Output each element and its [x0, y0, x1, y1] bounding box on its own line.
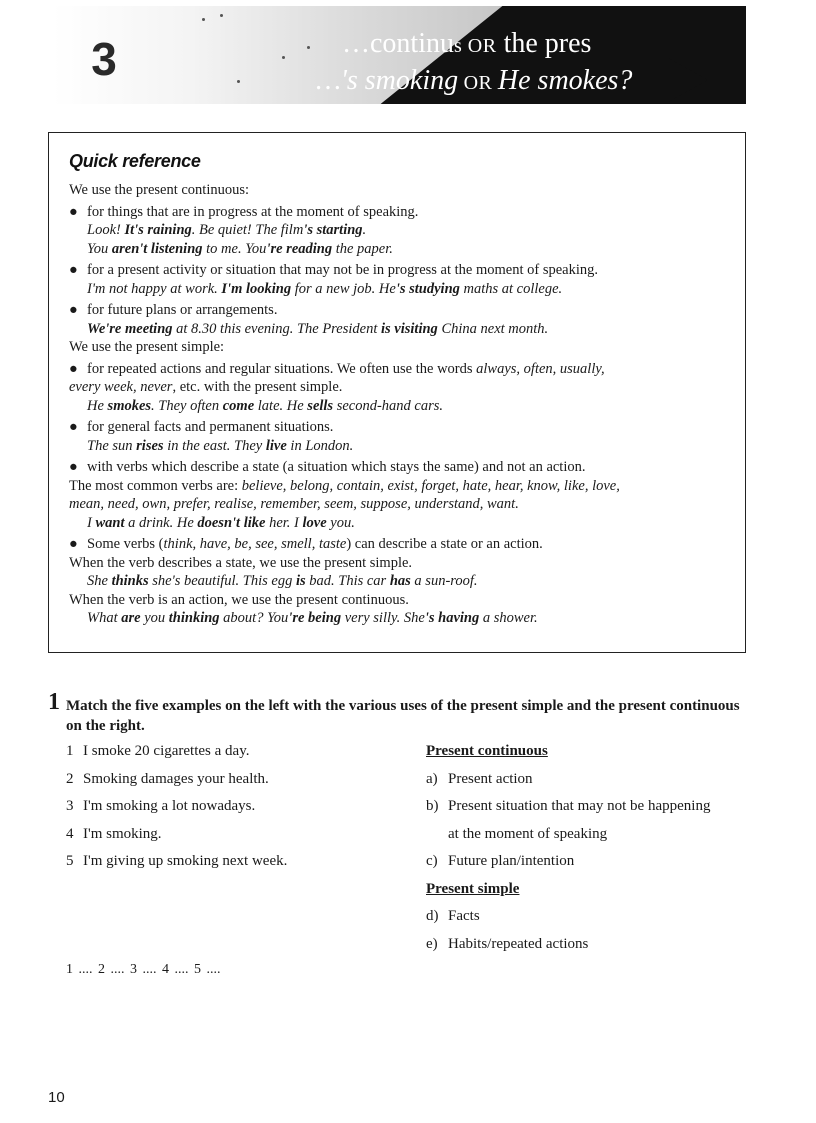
example-line: I want a drink. He doesn't like her. I love you. [87, 514, 355, 531]
exercise-instruction: Match the five examples on the left with the various uses of the present simple and the present continuous on the right. [66, 698, 740, 734]
bullet-simple-3: ● with verbs which describe a state (a situation which stays the same) and not an action. [69, 459, 586, 475]
action-rule: When the verb is an action, we use the present continuous. [69, 591, 409, 608]
print-speckle [220, 14, 223, 17]
example-line: He smokes. They often come late. He sells second-hand cars. [87, 397, 444, 414]
list-item: 4 I'm smoking. [66, 825, 162, 842]
print-speckle [307, 46, 310, 49]
example-line: I'm not happy at work. I'm looking for a new job. He's studying maths at college. [87, 280, 563, 297]
uses-list [426, 743, 756, 963]
print-speckle [282, 56, 285, 59]
state-rule: When the verb describes a state, we use the present simple. [69, 554, 413, 571]
unit-title-line1: …continus OR the pres [342, 28, 592, 59]
bullet-continuous-3: ● for future plans or arrangements. [69, 302, 278, 318]
present-simple-header: Present simple [426, 880, 520, 897]
list-item: c) Future plan/intention [426, 853, 575, 869]
common-verbs-line: The most common verbs are: believe, belong, contain, exist, forget, hate, hear, know, like, love, [69, 477, 620, 494]
bullet-simple-4: ● Some verbs (think, have, be, see, smell, taste) can describe a state or an action. [69, 536, 543, 552]
common-verbs-line-cont: mean, need, own, prefer, realise, remember, seem, suppose, understand, want. [69, 496, 519, 512]
list-item: 2 Smoking damages your health. [66, 770, 269, 787]
bullet-icon: ● [69, 203, 78, 220]
page-number: 10 [48, 1089, 65, 1106]
bullet-continuous-2: ● for a present activity or situation that may not be in progress at the moment of speaking. [69, 262, 598, 278]
answer-blanks[interactable]: 1 .... 2 .... 3 .... 4 .... 5 .... [66, 962, 221, 977]
present-continuous-header: Present continuous [426, 743, 548, 759]
bullet-icon: ● [69, 459, 78, 475]
list-item: 5 I'm giving up smoking next week. [66, 853, 288, 869]
unit-number: 3 [91, 33, 117, 85]
example-line: Look! It's raining. Be quiet! The film's starting. [87, 222, 367, 238]
unit-title-line2: …'s smoking OR He smokes? [316, 65, 633, 96]
bullet-icon: ● [69, 419, 78, 435]
example-line: You aren't listening to me. You're reading the paper. [87, 240, 393, 257]
bullet-simple-2: ● for general facts and permanent situations. [69, 419, 334, 435]
title-arrow-icon [668, 58, 708, 102]
quick-reference-box [48, 132, 746, 653]
bullet-icon: ● [69, 302, 78, 318]
intro-continuous: We use the present continuous: [69, 182, 250, 198]
bullet-icon: ● [69, 262, 78, 278]
list-item-continuation: at the moment of speaking [448, 825, 608, 842]
list-item: d) Facts [426, 908, 480, 924]
intro-simple: We use the present simple: [69, 339, 225, 355]
list-item: a) Present action [426, 770, 533, 787]
example-line: The sun rises in the east. They live in London. [87, 437, 354, 454]
example-line: What are you thinking about? You're being very silly. She's having a shower. [87, 610, 538, 626]
bullet-icon: ● [69, 360, 78, 377]
quick-reference-heading: Quick reference [69, 151, 201, 171]
quick-reference-content [69, 181, 729, 628]
bullet-simple-1-cont: every week, never, etc. with the present simple. [69, 379, 343, 395]
print-speckle [202, 18, 205, 21]
list-item: 1 I smoke 20 cigarettes a day. [66, 743, 250, 759]
example-line: She thinks she's beautiful. This egg is bad. This car has a sun-roof. [87, 573, 478, 589]
exercise-number: 1 [48, 689, 60, 715]
bullet-continuous-1: ● for things that are in progress at the moment of speaking. [69, 203, 419, 220]
list-item: 3 I'm smoking a lot nowadays. [66, 798, 256, 814]
list-item: e) Habits/repeated actions [426, 935, 589, 952]
bullet-simple-1: ● for repeated actions and regular situations. We often use the words always, often, usually, [69, 360, 605, 377]
examples-list [66, 743, 396, 881]
list-item: b) Present situation that may not be happening [426, 798, 711, 814]
print-speckle [237, 80, 240, 83]
example-line: We're meeting at 8.30 this evening. The President is visiting China next month. [87, 320, 549, 337]
bullet-icon: ● [69, 536, 78, 552]
